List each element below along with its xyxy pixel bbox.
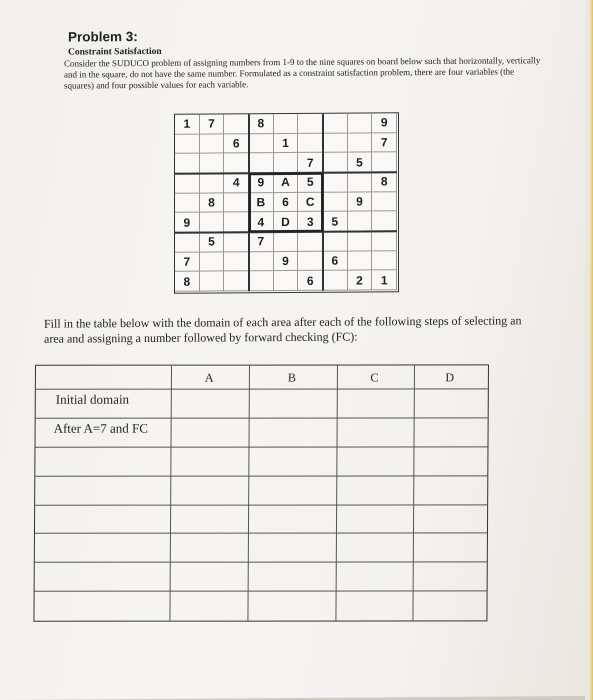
table-column-divider (412, 365, 415, 620)
problem-title: Problem 3: (68, 29, 138, 45)
table-row-divider (36, 417, 488, 418)
table-header-d: D (445, 370, 455, 385)
sudoku-value: 7 (372, 133, 397, 153)
sudoku-cell (224, 232, 249, 252)
sudoku-value: 4 (249, 212, 274, 232)
sudoku-cell (348, 172, 373, 192)
sudoku-value: 9 (175, 213, 200, 233)
sudoku-cell (323, 232, 348, 252)
sudoku-value: 6 (323, 251, 348, 271)
sudoku-value: 9 (348, 192, 373, 212)
sudoku-value: 6 (274, 193, 299, 213)
sudoku-value: 7 (298, 153, 323, 173)
sudoku-cell (274, 153, 299, 173)
sudoku-cell (175, 193, 200, 213)
sudoku-cell (249, 252, 274, 272)
sudoku-value: 7 (175, 252, 200, 272)
sudoku-value: 9 (372, 113, 397, 133)
sudoku-value: A (274, 173, 299, 193)
sudoku-cell (200, 213, 225, 233)
sudoku-value: B (249, 193, 274, 213)
sudoku-value: 8 (175, 272, 200, 292)
sudoku-grid (174, 112, 399, 294)
sudoku-cell (175, 134, 200, 154)
sudoku-cell (249, 271, 274, 291)
sudoku-cell (175, 233, 200, 253)
sudoku-cell (298, 133, 323, 153)
sudoku-value: 8 (249, 114, 274, 134)
sudoku-value: C (298, 192, 323, 212)
sudoku-cell (200, 252, 225, 272)
table-row-divider (35, 446, 487, 447)
sudoku-cell (323, 173, 348, 193)
table-row-divider (35, 562, 487, 563)
sudoku-cell (348, 113, 373, 133)
table-row-label: Initial domain (55, 391, 130, 407)
sudoku-value: 3 (298, 212, 323, 232)
table-row-label: After A=7 and FC (53, 420, 149, 436)
sudoku-cell (348, 212, 373, 232)
sudoku-value: 7 (200, 114, 225, 134)
sudoku-cell (298, 232, 323, 252)
table-column-divider (335, 365, 338, 620)
sudoku-value: 7 (249, 232, 274, 252)
sudoku-cell (274, 232, 299, 252)
sudoku-cell (348, 251, 373, 271)
sudoku-value: 5 (348, 153, 373, 173)
table-row-divider (35, 533, 487, 534)
sudoku-cell (200, 173, 225, 193)
sudoku-value: 1 (372, 271, 397, 291)
sudoku-cell (224, 114, 249, 134)
table-column-divider (247, 366, 250, 621)
sudoku-value: 5 (200, 232, 225, 252)
sudoku-value: 6 (224, 134, 249, 154)
sudoku-value: 6 (298, 271, 323, 291)
sudoku-cell (323, 133, 348, 153)
sudoku-cell (224, 193, 249, 213)
sudoku-cell (175, 174, 200, 194)
sudoku-cell (224, 252, 249, 272)
sudoku-cell (348, 133, 373, 153)
sudoku-cell (249, 134, 274, 154)
sudoku-value: 4 (224, 173, 249, 193)
sudoku-cell (200, 154, 225, 174)
sudoku-value: 1 (175, 115, 200, 135)
page-edge (585, 0, 593, 700)
sudoku-value: 9 (249, 173, 274, 193)
sudoku-cell (372, 212, 397, 232)
sudoku-cell (323, 271, 348, 291)
variable-region-highlight (249, 173, 323, 233)
table-row-divider (35, 590, 487, 591)
sudoku-cell (372, 251, 397, 271)
sudoku-cell (323, 153, 348, 173)
domain-table (33, 364, 489, 621)
sudoku-cell (274, 114, 299, 134)
sudoku-value: 8 (372, 172, 397, 192)
sudoku-cell (372, 192, 397, 212)
table-header-b: B (287, 370, 296, 385)
sudoku-cell (372, 153, 397, 173)
sudoku-value: 2 (348, 271, 373, 291)
sudoku-value: 5 (323, 212, 348, 232)
problem-subtitle: Constraint Satisfaction (68, 46, 162, 58)
sudoku-value: 1 (274, 134, 299, 154)
table-instructions: Fill in the table below with the domain of each area after each of the following steps of selecting an area and assigning a number followed by forward checking (FC): (44, 313, 522, 346)
sudoku-cell (200, 272, 225, 292)
sudoku-value: 9 (274, 252, 299, 272)
sudoku-cell (298, 251, 323, 271)
sudoku-cell (249, 153, 274, 173)
sudoku-cell (200, 134, 225, 154)
table-header-c: C (370, 370, 379, 385)
sudoku-cell (298, 114, 323, 134)
sudoku-value: 5 (298, 173, 323, 193)
sudoku-value: 8 (200, 193, 225, 213)
sudoku-cell (175, 154, 200, 174)
sudoku-cell (224, 154, 249, 174)
sudoku-cell (348, 231, 373, 251)
sudoku-cell (224, 272, 249, 292)
sudoku-cell (323, 192, 348, 212)
table-header-divider (36, 388, 488, 389)
sudoku-cell (323, 114, 348, 134)
sudoku-value: D (274, 212, 299, 232)
sudoku-cell (224, 213, 249, 233)
table-header-a: A (204, 370, 214, 385)
sudoku-cell (274, 271, 299, 291)
problem-description: Consider the SUDUCO problem of assigning numbers from 1-9 to the nine squares on board below such that horizontally, vertically and in the square, do not have the same number. Formulated as a constraint satisfaction problem, there are four variables (the squares) and four possible values for each variable. (64, 55, 541, 91)
table-row-divider (35, 475, 487, 476)
table-row-divider (35, 504, 487, 505)
sudoku-cell (372, 231, 397, 251)
table-column-divider (169, 366, 172, 621)
